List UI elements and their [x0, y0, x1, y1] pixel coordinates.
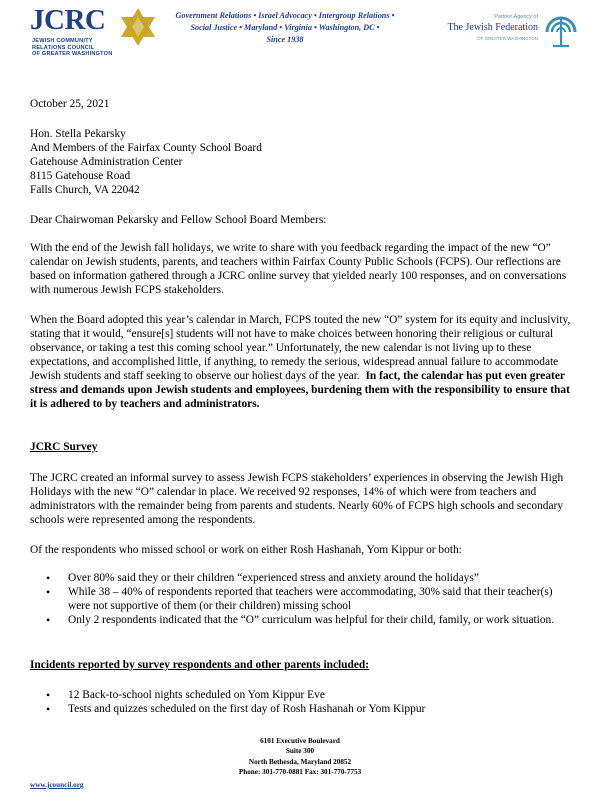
salutation: Dear Chairwoman Pekarsky and Fellow School Board Members: — [30, 214, 327, 226]
heading-jcrc-survey: JCRC Survey — [30, 441, 98, 453]
paragraph-intro: With the end of the Jewish fall holidays, we write to share with you feedback regarding the impact of the new “O” calendar on Jewish students, parents, and teachers within Fairfax County Public Schools (FCPS). Our reflections are based on information gathered through a JCRC online survey that yielded nearly 100 responses, and on conversations with numerous Jewish FCPS stakeholders. — [30, 242, 567, 296]
letter-page: JCRC JEWISH COMMUNITY RELATIONS COUNCIL OF GREATER WASHINGTON Government Relations • Israel Advocacy • Intergroup Relations • Social Justice • Maryland • Virginia • Washington, DC • Since 1938 Partner Agency of The Jewish Federation OF GREATER WASHINGTON October 25, 2021 Hon. Stella Pekarsky And Members of the Fairfax County School Board Gatehouse Administration Center 8115 Gatehouse Road Falls Church, VA 22042 Dear Chairwoman Pekarsky and Fellow School Board Members: With the end of the Jewish fall holidays, we write to share with you feedback regarding the impact of the new “O” calendar on Jewish students, parents, and teachers within Fairfax County Public Schools (FCPS). Our reflections are based on information gathered through a JCRC online survey that yielded nearly 100 responses, and on conversations with numerous Jewish FCPS stakeholders. When the Board adopted this year’s calendar in March, FCPS touted the new “O” system for its equity and inclusivity, stating that it would, “ensure[s] students will not have to make choices between honoring their religious or cultural observance, or taking a test this coming school year.” Unfortunately, the new calendar is not living up to these expectations, and accomplished little, if anything, to remedy the serious, widespread annual failure to accommodate Jewish students and staff seeking to observe our holiest days of the year. In fact, the calendar has put even greater stress and demands upon Jewish students and employees, burdening them with the responsibility to ensure that it is adhered to by teachers and administrators. JCRC Survey The JCRC created an informal survey to assess Jewish FCPS stakeholders’ experiences in observing the Jewish High Holidays with the new “O” calendar in place. We received 92 responses, 14% of which were from teachers and administrators with the remainder being from parents and students. Nearly 60% of FCPS high schools and secondary schools were represented among the respondents. Of the respondents who missed school or work on either Rosh Hashanah, Yom Kippur or both: • Over 80% said they or their children “experienced stress and anxiety around the holidays” • While 38 – 40% of respondents reported that teachers were accommodating, 30% said that their teacher(s) were not supportive of them (or their children) missing school • Only 2 respondents indicated that the “O” curriculum was helpful for their child, family, or work situation. Incidents reported by survey respondents and other parents included: • 12 Back-to-school nights scheduled on Yom Kippur Eve • Tests and quizzes scheduled on the first day of Rosh Hashanah or Yom Kippur 6101 Executive Boulevard Suite 300 North Bethesda, Maryland 20852 Phone: 301-770-0881 Fax: 301-770-7753 www.jcouncil.org — [0, 0, 600, 800]
heading-incidents: Incidents reported by survey respondents and other parents included: — [30, 659, 370, 671]
list-item: • Only 2 respondents indicated that the “O” curriculum was helpful for their child, family, or work situation. — [30, 613, 575, 627]
letter-date: October 25, 2021 — [30, 98, 110, 110]
paragraph-survey: The JCRC created an informal survey to assess Jewish FCPS stakeholders’ experiences in observing the Jewish High Holidays with the new “O” calendar in place. We received 92 responses, 14% of which were from teachers and administrators with the remainder being from parents and students. Nearly 60% of FCPS high schools and secondary schools were represented among the respondents. — [30, 472, 564, 526]
logo-wordmark: JCRC — [30, 4, 106, 36]
jcrc-logo — [30, 5, 158, 65]
paragraph-calendar-emphasis: In fact, the calendar has put even greater stress and demands upon Jewish students and employees, burdening them with the responsibility to ensure that it is adhered to by teachers and administrators. — [30, 370, 570, 410]
menorah-icon — [544, 12, 578, 52]
survey-findings-list — [30, 571, 575, 627]
federation-partner-text: Partner Agency of — [494, 14, 538, 20]
letterhead-tagline: Government Relations • Israel Advocacy • Intergroup Relations • Social Justice • Maryland • Virginia • Washington, DC • Since 1938 — [175, 11, 395, 44]
list-item: • Tests and quizzes scheduled on the first day of Rosh Hashanah or Yom Kippur — [30, 702, 575, 716]
federation-subtitle: OF GREATER WASHINGTON — [477, 36, 538, 41]
federation-logo — [440, 12, 580, 57]
website-link[interactable]: www.jcouncil.org — [30, 781, 84, 789]
logo-subtitle: JEWISH COMMUNITY RELATIONS COUNCIL OF GREATER WASHINGTON — [32, 38, 113, 58]
list-item: • While 38 – 40% of respondents reported that teachers were accommodating, 30% said that their teacher(s) were not supportive of them (or their children) missing school — [30, 585, 575, 613]
incidents-list — [30, 688, 575, 716]
federation-name: The Jewish Federation — [447, 22, 538, 33]
paragraph-calendar: When the Board adopted this year’s calendar in March, FCPS touted the new “O” system for its equity and inclusivity, stating that it would, “ensure[s] students will not have to make choices between honoring their religious or cultural observance, or taking a test this coming school year.” Unfortunately, the new calendar is not living up to these expectations, and accomplished little, if anything, to remedy the serious, widespread annual failure to accommodate Jewish students and staff seeking to observe our holiest days of the year. In fact, the calendar has put even greater stress and demands upon Jewish students and employees, burdening them with the responsibility to ensure that it is adhered to by teachers and administrators. — [30, 314, 571, 410]
paragraph-respondents: Of the respondents who missed school or work on either Rosh Hashanah, Yom Kippur or both: — [30, 544, 462, 556]
list-item: • 12 Back-to-school nights scheduled on Yom Kippur Eve — [30, 688, 575, 702]
list-item: • Over 80% said they or their children “experienced stress and anxiety around the holidays” — [30, 571, 575, 585]
footer-address: 6101 Executive Boulevard Suite 300 North Bethesda, Maryland 20852 Phone: 301-770-0881 Fax: 301-770-7753 — [238, 737, 362, 776]
star-of-david-icon — [116, 5, 160, 49]
